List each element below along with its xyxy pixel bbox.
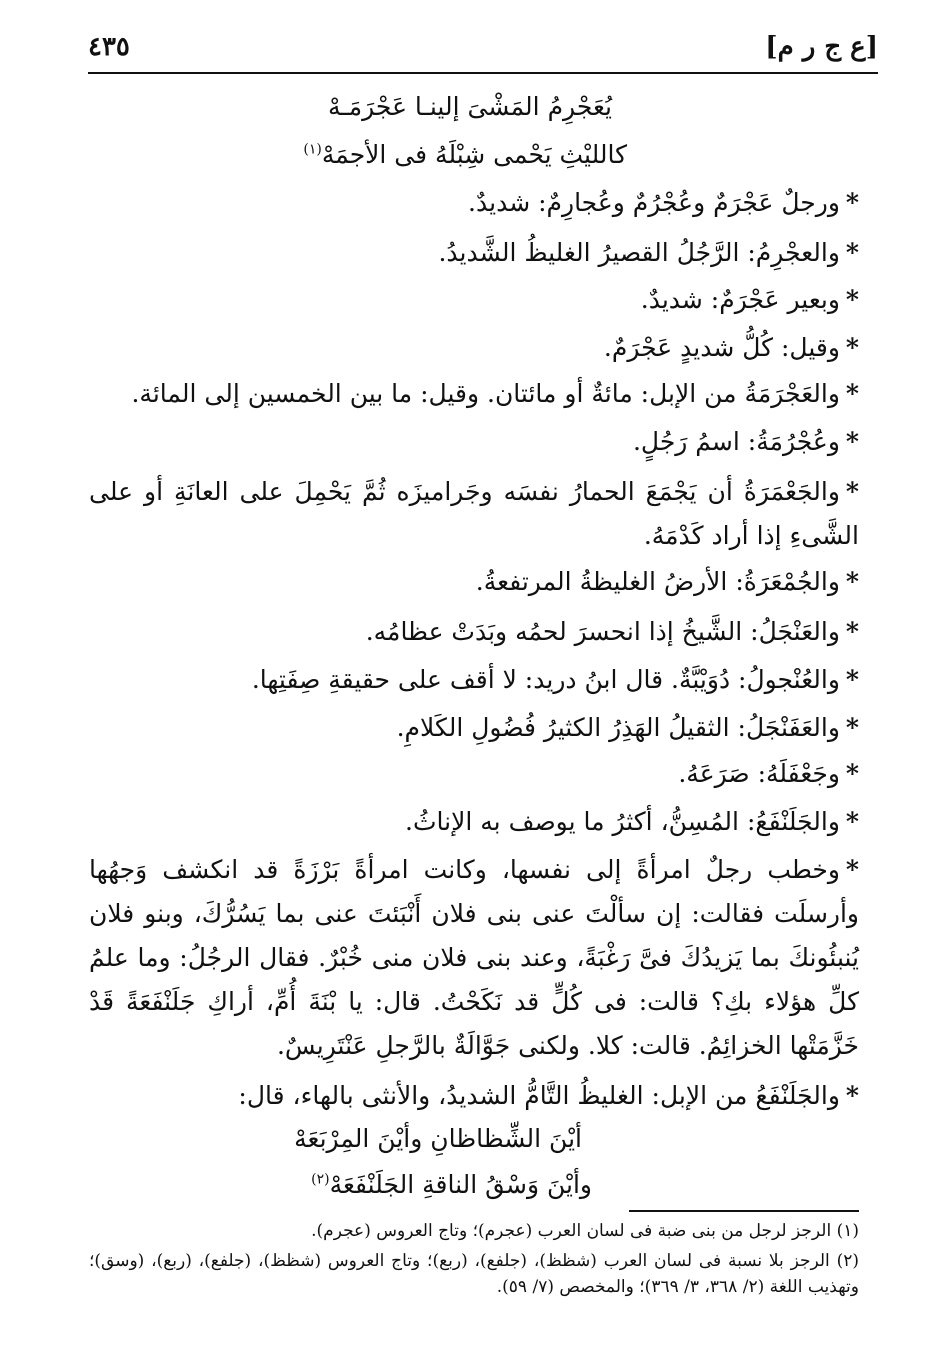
verse2-line2 [311, 1170, 592, 1199]
verse1-line2-text: كالليْثِ يَحْمى شِبْلَهُ فى الأجمَهْ [321, 140, 627, 169]
footnote-ref-2: (٢) [311, 1171, 330, 1188]
verse2-line1: أيْنَ الشِّظاظانِ وأيْنَ المِرْبَعَهْ [294, 1124, 582, 1153]
entry-text: والعَجْرَمَةُ من الإبل: مائةٌ أو مائتان. وقيل: ما بين الخمسين إلى المائة. [131, 379, 840, 408]
entry-2 [99, 237, 859, 269]
footnote-1: (١) الرجز لرجل من بنى ضبة فى لسان العرب (عجرم)؛ وتاج العروس (عجرم). [311, 1221, 859, 1241]
footnote-2: (٢) الرجز بلا نسبة فى لسان العرب (شظظ)، (جلفع)، (ربع)؛ وتاج العروس (شظظ)، (جلفع)، (ربع)، (وسق)؛ وتهذيب اللغة (٢/ ٣٦٨، ٣/ ٣٦٩)؛ والمخصص (٧/ ٥٩). [89, 1251, 859, 1297]
entry-6 [99, 426, 859, 458]
entry-text: وبعير عَجْرَمٌ: شديدٌ. [640, 285, 840, 314]
entry-5 [99, 378, 859, 410]
entry-10 [99, 712, 859, 744]
entry-text: وقيل: كُلُّ شديدٍ عَجْرَمٌ. [603, 333, 840, 362]
entry-marker: * [845, 188, 859, 217]
page-header [88, 32, 878, 72]
entry-13 [99, 1080, 859, 1112]
entry-8 [99, 616, 859, 648]
entry-marker: * [845, 427, 859, 456]
entry-marker: * [845, 713, 859, 742]
page-number: ٤٣٥ [88, 32, 130, 62]
entry-marker: * [845, 567, 859, 596]
entry-marker: * [845, 855, 859, 884]
entry-9 [99, 664, 859, 696]
entry-text: ورجلٌ عَجْرَمٌ وعُجْرُمٌ وعُجارِمٌ: شديدٌ. [468, 188, 840, 217]
entry-marker: * [845, 379, 859, 408]
entry-marker: * [845, 617, 859, 646]
entry-4 [99, 332, 859, 364]
entry-text: وجَعْفَلَهُ: صَرَعَهُ. [678, 759, 840, 788]
entry-11 [99, 758, 859, 790]
entry-text: والعُنْجولُ: دُوَيْبَّةٌ. قال ابنُ دريد: لا أقف على حقيقةِ صِفَتِها. [251, 665, 840, 694]
entry-marker: * [845, 477, 859, 506]
entry-text: والعجْرِمُ: الرَّجُلُ القصيرُ الغليظُ الشَّديدُ. [438, 238, 840, 267]
entry-12 [99, 806, 859, 838]
verse1-line2 [303, 140, 627, 169]
entry-text: والجَلَنْفَعُ: المُسِنُّ، أكثرُ ما يوصف به الإناثُ. [405, 807, 840, 836]
root-heading: [ع ج ر م] [765, 32, 878, 62]
footnote-ref-1: (١) [303, 141, 322, 158]
entry-jamra [89, 470, 859, 558]
entry-text: والعَنْجَلُ: الشَّيخُ إذا انحسرَ لحمُه وبَدَتْ عظامُه. [365, 617, 840, 646]
entry-text: والجَعْمَرَةُ أن يَجْمَعَ الحمارُ نفسَه وجَراميزَه ثُمَّ يَحْمِلَ على العانَةِ أو على الشَّىءِ إذا أراد كَدْمَهُ. [89, 477, 859, 550]
entry-marker: * [845, 238, 859, 267]
verse2-line2-text: وأيْنَ وَسْقُ الناقةِ الجَلَنْفَعَهْ [329, 1170, 592, 1199]
verse1-line1: يُعَجْرِمُ المَشْىَ إلينـا عَجْرَمَـهْ [328, 92, 612, 121]
entry-text: والجُمْعَرَةُ: الأرضُ الغليظةُ المرتفعةُ. [475, 567, 840, 596]
entry-text: وخطب رجلٌ امرأةً إلى نفسها، وكانت امرأةً بَرْزَةً قد انكشف وَجهُها وأرسلَت فقالت: إن سألْتَ عنى بنى فلان أَنْبَئتَ عنى بما يَسُرُّكَ، وبنو فلان يُنبئُونكَ بما يَزيدُكَ فىَّ رَغْبَةً، وعند بنى فلان منى خُبْرٌ. فقال الرجُلُ: وما علمُ كلِّ هؤلاء بكِ؟ قالت: فى كُلٍّ قد نَكَحْتُ. قال: يا بْنَةَ أُمِّ، أراكِ جَلَنْفَعَةً قَدْ خَزَّمَتْها الخزائِمُ. قالت: كلا. ولكنى جَوَّالَةٌ بالرَّجلِ عَنْتَرِيسٌ. [89, 855, 859, 1060]
entry-text: وعُجْرُمَةُ: اسمُ رَجُلٍ. [632, 427, 840, 456]
entry-text: والعَفَنْجَلُ: الثقيلُ الهَذِرُ الكثيرُ فُضُولِ الكَلامِ. [396, 713, 840, 742]
entry-story [89, 848, 859, 1068]
entry-1 [99, 187, 859, 219]
entry-marker: * [845, 1081, 859, 1110]
entry-marker: * [845, 665, 859, 694]
entry-marker: * [845, 333, 859, 362]
entry-text: والجَلَنْفَعُ من الإبل: الغليظُ التَّامُّ الشديدُ، والأنثى بالهاء، قال: [238, 1081, 840, 1110]
footnote-rule [629, 1210, 859, 1212]
entry-3 [99, 284, 859, 316]
entry-marker: * [845, 807, 859, 836]
entry-7 [99, 566, 859, 598]
header-rule [88, 72, 878, 74]
entry-marker: * [845, 759, 859, 788]
entry-marker: * [845, 285, 859, 314]
